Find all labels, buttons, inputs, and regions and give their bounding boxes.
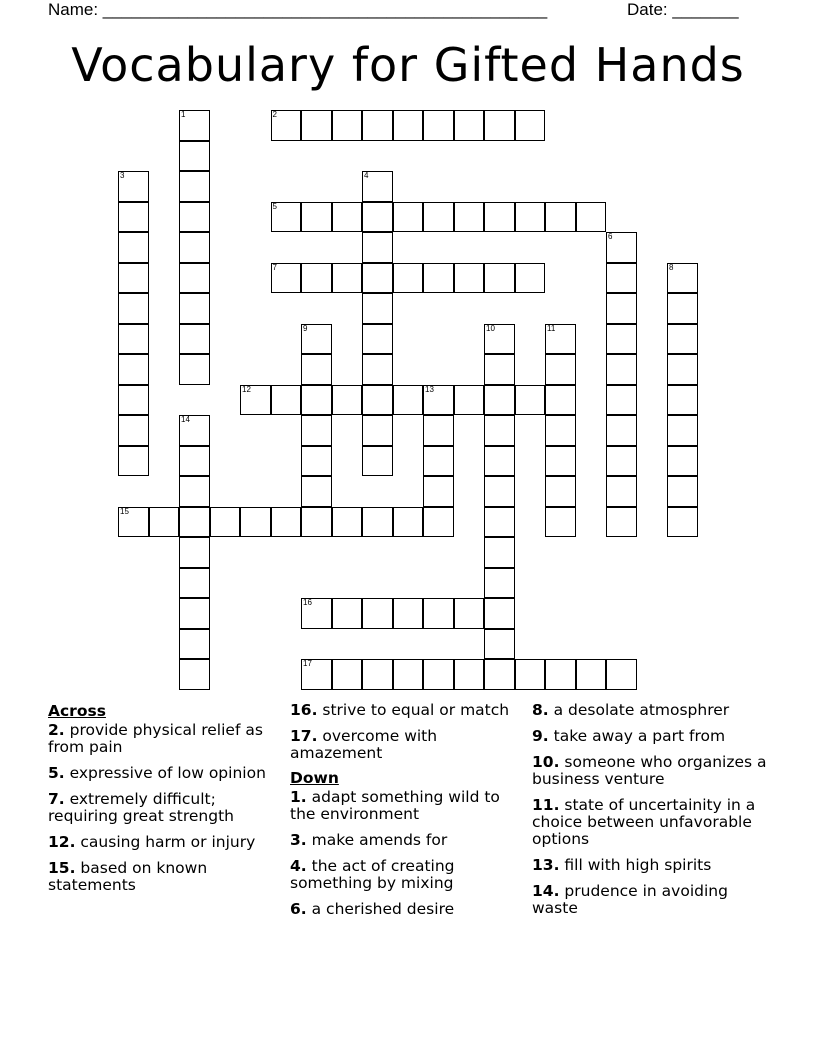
- grid-cell[interactable]: [332, 598, 363, 629]
- clue-item-text: extremely difficult; requiring great strength: [48, 790, 234, 825]
- grid-cell[interactable]: [606, 293, 637, 324]
- grid-cell[interactable]: [362, 598, 393, 629]
- grid-cell[interactable]: [179, 293, 210, 324]
- grid-cell[interactable]: [667, 507, 698, 538]
- grid-cell[interactable]: [118, 202, 149, 233]
- grid-cell[interactable]: [606, 507, 637, 538]
- grid-cell[interactable]: [179, 598, 210, 629]
- grid-cell[interactable]: [301, 598, 332, 629]
- grid-cell[interactable]: [118, 263, 149, 294]
- grid-cell[interactable]: [179, 659, 210, 690]
- grid-cell[interactable]: [301, 476, 332, 507]
- grid-cell[interactable]: [301, 507, 332, 538]
- clue-item-text: adapt something wild to the environment: [290, 788, 500, 823]
- grid-cell[interactable]: [393, 507, 424, 538]
- clue-number: 14: [181, 415, 190, 424]
- grid-cell[interactable]: [576, 202, 607, 233]
- grid-cell[interactable]: [362, 659, 393, 690]
- grid-cell[interactable]: [362, 232, 393, 263]
- grid-cell[interactable]: [454, 110, 485, 141]
- grid-cell[interactable]: [179, 141, 210, 172]
- grid-cell[interactable]: [606, 659, 637, 690]
- grid-cell[interactable]: [484, 598, 515, 629]
- grid-cell[interactable]: [271, 263, 302, 294]
- clue-item-number: 12.: [48, 833, 76, 851]
- grid-cell[interactable]: [423, 659, 454, 690]
- clue-item-text: prudence in avoiding waste: [532, 882, 728, 917]
- clue-number: 10: [486, 323, 495, 333]
- grid-cell[interactable]: [606, 232, 637, 263]
- grid-cell[interactable]: [118, 324, 149, 355]
- grid-cell[interactable]: [118, 415, 149, 446]
- clue-item-number: 11.: [532, 796, 560, 814]
- grid-cell[interactable]: [393, 598, 424, 629]
- clue-number: 3: [120, 171, 125, 180]
- grid-cell[interactable]: [545, 507, 576, 538]
- grid-cell[interactable]: [179, 263, 210, 294]
- grid-cell[interactable]: [454, 263, 485, 294]
- grid-cell[interactable]: [667, 476, 698, 507]
- clues-column-1: [48, 702, 288, 903]
- clue-number: 6: [608, 232, 613, 241]
- grid-cell[interactable]: [423, 110, 454, 141]
- clue-number: 12: [242, 384, 251, 394]
- clue-item-number: 1.: [290, 788, 307, 806]
- clue-item: [48, 722, 288, 756]
- clue-item: [532, 857, 772, 874]
- clue-item-number: 15.: [48, 859, 76, 877]
- clue-item: [290, 858, 530, 892]
- grid-cell[interactable]: [545, 202, 576, 233]
- grid-cell[interactable]: [271, 507, 302, 538]
- page-title: Vocabulary for Gifted Hands: [71, 38, 745, 92]
- clue-item-text: the act of creating something by mixing: [290, 857, 455, 892]
- grid-cell[interactable]: [667, 354, 698, 385]
- clues-column-2: [290, 702, 530, 927]
- grid-cell[interactable]: [301, 659, 332, 690]
- grid-cell[interactable]: [423, 446, 454, 477]
- grid-cell[interactable]: [332, 263, 363, 294]
- clue-item: [532, 883, 772, 917]
- grid-cell[interactable]: [118, 171, 149, 202]
- grid-cell[interactable]: [393, 385, 424, 416]
- clue-item-text: take away a part from: [553, 727, 726, 745]
- clue-item-number: 13.: [532, 856, 560, 874]
- clue-item: [290, 901, 530, 918]
- clue-item-number: 10.: [532, 753, 560, 771]
- grid-cell[interactable]: [393, 202, 424, 233]
- grid-cell[interactable]: [301, 354, 332, 385]
- grid-cell[interactable]: [362, 446, 393, 477]
- clue-item-text: fill with high spirits: [564, 856, 712, 874]
- grid-cell[interactable]: [118, 354, 149, 385]
- grid-cell[interactable]: [667, 263, 698, 294]
- grid-cell[interactable]: [240, 385, 271, 416]
- grid-cell[interactable]: [606, 446, 637, 477]
- grid-cell[interactable]: [301, 324, 332, 355]
- grid-cell[interactable]: [423, 507, 454, 538]
- grid-cell[interactable]: [118, 385, 149, 416]
- grid-cell[interactable]: [210, 507, 241, 538]
- clue-number: 15: [120, 506, 129, 516]
- clue-item: [290, 789, 530, 823]
- grid-cell[interactable]: [179, 415, 210, 446]
- grid-cell[interactable]: [179, 110, 210, 141]
- clue-item-number: 5.: [48, 764, 65, 782]
- grid-cell[interactable]: [179, 537, 210, 568]
- grid-cell[interactable]: [454, 659, 485, 690]
- across-clue-list: [48, 722, 288, 894]
- date-line: Date: _______: [627, 0, 739, 19]
- clue-item-number: 6.: [290, 900, 307, 918]
- grid-cell[interactable]: [484, 354, 515, 385]
- grid-cell[interactable]: [149, 507, 180, 538]
- grid-cell[interactable]: [576, 659, 607, 690]
- grid-cell[interactable]: [484, 110, 515, 141]
- grid-cell[interactable]: [667, 415, 698, 446]
- grid-cell[interactable]: [332, 507, 363, 538]
- clue-item-number: 7.: [48, 790, 65, 808]
- grid-cell[interactable]: [179, 171, 210, 202]
- grid-cell[interactable]: [301, 263, 332, 294]
- clue-item-text: causing harm or injury: [80, 833, 256, 851]
- across-clue-list-continued: [290, 702, 530, 762]
- clue-number: 17: [303, 659, 312, 668]
- grid-cell[interactable]: [423, 202, 454, 233]
- grid-cell[interactable]: [667, 385, 698, 416]
- grid-cell[interactable]: [484, 629, 515, 660]
- grid-cell[interactable]: [454, 598, 485, 629]
- grid-cell[interactable]: [240, 507, 271, 538]
- grid-cell[interactable]: [606, 476, 637, 507]
- grid-cell[interactable]: [179, 202, 210, 233]
- grid-cell[interactable]: [667, 293, 698, 324]
- down-clue-list: [290, 789, 530, 918]
- clue-item-number: 16.: [290, 701, 318, 719]
- clue-item-number: 14.: [532, 882, 560, 900]
- grid-cell[interactable]: [301, 415, 332, 446]
- grid-cell[interactable]: [362, 385, 393, 416]
- grid-cell[interactable]: [454, 202, 485, 233]
- grid-cell[interactable]: [362, 507, 393, 538]
- grid-cell[interactable]: [179, 232, 210, 263]
- clue-item-text: a cherished desire: [311, 900, 455, 918]
- grid-cell[interactable]: [515, 110, 546, 141]
- grid-cell[interactable]: [606, 324, 637, 355]
- clue-item-text: expressive of low opinion: [69, 764, 266, 782]
- clue-item-number: 2.: [48, 721, 65, 739]
- clue-item-text: someone who organizes a business venture: [532, 753, 767, 788]
- grid-cell[interactable]: [179, 568, 210, 599]
- clue-item-text: a desolate atmosphrer: [553, 701, 730, 719]
- grid-cell[interactable]: [362, 293, 393, 324]
- grid-cell[interactable]: [362, 415, 393, 446]
- clue-number: 8: [669, 262, 674, 272]
- grid-cell[interactable]: [362, 263, 393, 294]
- grid-cell[interactable]: [545, 385, 576, 416]
- clue-number: 4: [364, 171, 369, 180]
- grid-cell[interactable]: [484, 385, 515, 416]
- grid-cell[interactable]: [484, 263, 515, 294]
- clue-item: [48, 860, 288, 894]
- grid-cell[interactable]: [332, 110, 363, 141]
- clue-item-number: 8.: [532, 701, 549, 719]
- clue-number: 2: [272, 110, 277, 119]
- grid-cell[interactable]: [179, 507, 210, 538]
- grid-cell[interactable]: [118, 446, 149, 477]
- grid-cell[interactable]: [484, 415, 515, 446]
- grid-cell[interactable]: [332, 202, 363, 233]
- clue-item-text: based on known statements: [48, 859, 208, 894]
- grid-cell[interactable]: [301, 202, 332, 233]
- grid-cell[interactable]: [454, 385, 485, 416]
- grid-cell[interactable]: [515, 385, 546, 416]
- grid-cell[interactable]: [515, 202, 546, 233]
- grid-cell[interactable]: [545, 354, 576, 385]
- grid-cell[interactable]: [606, 415, 637, 446]
- grid-cell[interactable]: [179, 476, 210, 507]
- grid-cell[interactable]: [423, 385, 454, 416]
- clue-item-number: 3.: [290, 831, 307, 849]
- grid-cell[interactable]: [545, 446, 576, 477]
- grid-cell[interactable]: [423, 263, 454, 294]
- grid-cell[interactable]: [118, 232, 149, 263]
- grid-cell[interactable]: [484, 659, 515, 690]
- clue-item: [48, 791, 288, 825]
- clue-number: 9: [303, 323, 308, 333]
- grid-cell[interactable]: [301, 110, 332, 141]
- grid-cell[interactable]: [118, 293, 149, 324]
- grid-cell[interactable]: [606, 263, 637, 294]
- grid-cell[interactable]: [179, 446, 210, 477]
- grid-cell[interactable]: [271, 385, 302, 416]
- grid-cell[interactable]: [362, 171, 393, 202]
- grid-cell[interactable]: [362, 354, 393, 385]
- clue-number: 11: [547, 323, 556, 333]
- clue-item: [290, 832, 530, 849]
- grid-cell[interactable]: [484, 476, 515, 507]
- grid-cell[interactable]: [545, 659, 576, 690]
- down-clue-list-continued: [532, 702, 772, 917]
- grid-cell[interactable]: [484, 507, 515, 538]
- down-heading: Down: [290, 769, 339, 787]
- grid-cell[interactable]: [179, 629, 210, 660]
- clue-item-text: state of uncertainity in a choice between unfavorable options: [532, 796, 756, 848]
- clue-item: [48, 765, 288, 782]
- grid-cell[interactable]: [301, 446, 332, 477]
- clue-item-text: make amends for: [311, 831, 448, 849]
- grid-cell[interactable]: [423, 476, 454, 507]
- grid-cell[interactable]: [545, 415, 576, 446]
- clue-number: 7: [272, 262, 277, 272]
- grid-cell[interactable]: [362, 110, 393, 141]
- grid-cell[interactable]: [606, 354, 637, 385]
- grid-cell[interactable]: [362, 202, 393, 233]
- clue-item-number: 4.: [290, 857, 307, 875]
- clue-item-text: overcome with amazement: [290, 727, 438, 762]
- grid-cell[interactable]: [271, 202, 302, 233]
- grid-cell[interactable]: [179, 324, 210, 355]
- grid-cell[interactable]: [271, 110, 302, 141]
- clue-number: 16: [303, 598, 312, 607]
- grid-cell[interactable]: [393, 659, 424, 690]
- grid-cell[interactable]: [667, 446, 698, 477]
- grid-cell[interactable]: [545, 324, 576, 355]
- clue-item: [532, 797, 772, 848]
- clue-item-text: strive to equal or match: [322, 701, 510, 719]
- grid-cell[interactable]: [484, 537, 515, 568]
- clue-item-text: provide physical relief as from pain: [48, 721, 263, 756]
- grid-cell[interactable]: [606, 385, 637, 416]
- name-line: Name: _______________________________________________: [48, 0, 548, 19]
- clue-item: [532, 702, 772, 719]
- grid-cell[interactable]: [515, 659, 546, 690]
- grid-cell[interactable]: [484, 568, 515, 599]
- grid-cell[interactable]: [393, 263, 424, 294]
- clues-column-3: [532, 702, 772, 926]
- grid-cell[interactable]: [484, 446, 515, 477]
- clue-item: [48, 834, 288, 851]
- clue-item: [290, 702, 530, 719]
- clue-number: 5: [272, 201, 277, 211]
- clue-item: [532, 728, 772, 745]
- grid-cell[interactable]: [332, 385, 363, 416]
- clue-number: 1: [181, 110, 186, 119]
- grid-cell[interactable]: [423, 598, 454, 629]
- clue-item-number: 9.: [532, 727, 549, 745]
- clue-item-number: 17.: [290, 727, 318, 745]
- clue-number: 13: [425, 384, 434, 394]
- grid-cell[interactable]: [515, 263, 546, 294]
- grid-cell[interactable]: [667, 324, 698, 355]
- across-heading: Across: [48, 702, 106, 720]
- clue-item: [290, 728, 530, 762]
- clue-item: [532, 754, 772, 788]
- grid-cell[interactable]: [301, 385, 332, 416]
- grid-cell[interactable]: [423, 415, 454, 446]
- grid-cell[interactable]: [545, 476, 576, 507]
- grid-cell[interactable]: [484, 202, 515, 233]
- grid-cell[interactable]: [179, 354, 210, 385]
- grid-cell[interactable]: [332, 659, 363, 690]
- grid-cell[interactable]: [118, 507, 149, 538]
- grid-cell[interactable]: [393, 110, 424, 141]
- grid-cell[interactable]: [362, 324, 393, 355]
- grid-cell[interactable]: [484, 324, 515, 355]
